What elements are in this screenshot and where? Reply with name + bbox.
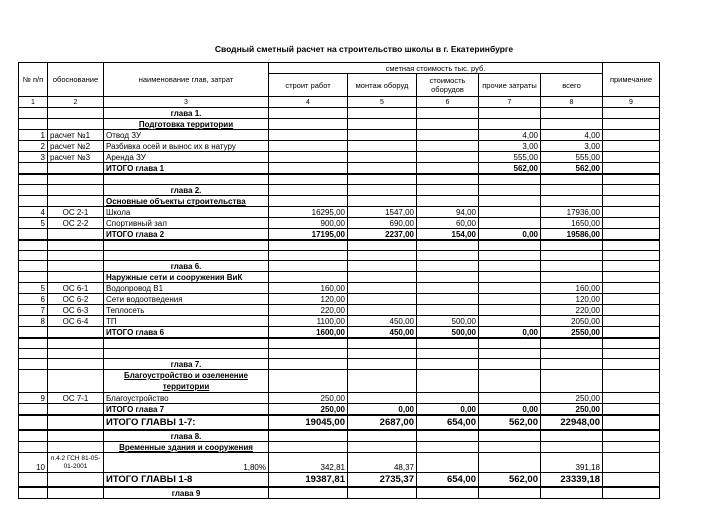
row-num: 7 [19,305,48,316]
row-construction: 220,00 [269,305,348,316]
grand-total-total: 23339,18 [541,473,603,488]
row-name: Аренда ЗУ [104,152,269,163]
row-num: 5 [19,283,48,294]
row-num: 8 [19,316,48,327]
row-construction: 16295,00 [269,207,348,218]
row-equipment: 500,00 [417,316,479,327]
chapter-title: глава 1. [104,108,269,119]
chapter-total-label: ИТОГО глава 7 [104,404,269,416]
row-total: 391,18 [541,453,603,473]
row-num: 2 [19,141,48,152]
chapter-total-row [19,327,660,339]
row-construction: 1100,00 [269,316,348,327]
chapter-total-label: ИТОГО глава 2 [104,229,269,241]
grand-total-row [19,473,660,488]
row-num: 4 [19,207,48,218]
row-name: ТП [104,316,269,327]
total-total: 2550,00 [541,327,603,339]
header-installation: монтаж оборуд [348,74,417,97]
header-total: всего [541,74,603,97]
chapter-title: глава 9 [104,487,269,499]
row-name: Отвод ЗУ [104,130,269,141]
grand-total-other: 562,00 [479,473,541,488]
chapter-total-label: ИТОГО глава 6 [104,327,269,339]
chapter-title-row [19,487,660,499]
colnum: 8 [541,97,603,108]
chapter-subtitle: Подготовка территории [104,119,269,130]
row-construction: 900,00 [269,218,348,229]
colnum: 2 [48,97,104,108]
blank-row [19,240,660,251]
header-row-1 [19,63,660,74]
total-equipment: 154,00 [417,229,479,241]
chapter-title-row [19,430,660,442]
grand-total-row [19,415,660,430]
row-basis: ОС 7-1 [48,393,104,404]
colnum: 6 [417,97,479,108]
estimate-table [18,62,660,499]
row-num: 5 [19,218,48,229]
row-total: 1650,00 [541,218,603,229]
total-installation: 0,00 [348,404,417,416]
row-total: 3,00 [541,141,603,152]
total-construction: 1600,00 [269,327,348,339]
table-row [19,207,660,218]
chapter-title: глава 8. [104,430,269,442]
total-other: 0,00 [479,327,541,339]
row-installation: 690,00 [348,218,417,229]
row-num: 6 [19,294,48,305]
chapter-subtitle: Основные объекты строительства [104,196,269,207]
total-construction: 250,00 [269,404,348,416]
blank-row [19,349,660,359]
row-name: Теплосеть [104,305,269,316]
row-basis: ОС 2-1 [48,207,104,218]
header-other: прочие затраты [479,74,541,97]
row-basis: расчет №2 [48,141,104,152]
chapter-subtitle-row [19,196,660,207]
header-note: примечание [603,63,660,97]
grand-total-equipment: 654,00 [417,415,479,430]
chapter-subtitle-row [19,272,660,283]
row-equipment: 94,00 [417,207,479,218]
chapter-subtitle-text: Благоустройство и озеленение территории [123,371,249,391]
colnum: 9 [603,97,660,108]
column-numbers-row [19,97,660,108]
row-total: 2050,00 [541,316,603,327]
table-row [19,393,660,404]
chapter-subtitle [104,370,269,393]
header-basis: обоснование [48,63,104,97]
total-total: 250,00 [541,404,603,416]
chapter-subtitle: Наружные сети и сооружения ВиК [104,272,269,283]
total-total: 19586,00 [541,229,603,241]
table-row [19,305,660,316]
row-installation: 450,00 [348,316,417,327]
row-basis: ОС 6-3 [48,305,104,316]
colnum: 4 [269,97,348,108]
colnum: 3 [104,97,269,108]
table-row [19,218,660,229]
grand-total-other: 562,00 [479,415,541,430]
table-row [19,453,660,473]
chapter-subtitle-row [19,370,660,393]
row-total: 220,00 [541,305,603,316]
colnum: 5 [348,97,417,108]
row-total: 120,00 [541,294,603,305]
table-row [19,283,660,294]
chapter-subtitle-row [19,442,660,453]
row-construction: 160,00 [269,283,348,294]
header-num: № п/п [19,63,48,97]
row-equipment: 60,00 [417,218,479,229]
row-name: Благоустройство [104,393,269,404]
row-installation: 1547,00 [348,207,417,218]
row-name: Сети водоотведения [104,294,269,305]
row-total: 250,00 [541,393,603,404]
chapter-subtitle-row [19,119,660,130]
row-construction: 120,00 [269,294,348,305]
total-total: 562,00 [541,163,603,175]
grand-total-label: ИТОГО ГЛАВЫ 1-8 [104,473,269,488]
table-row [19,152,660,163]
row-other: 555,00 [479,152,541,163]
row-basis: расчет №3 [48,152,104,163]
colnum: 1 [19,97,48,108]
chapter-title: глава 6. [104,261,269,272]
total-other: 0,00 [479,229,541,241]
chapter-title-row [19,108,660,119]
grand-total-equipment: 654,00 [417,473,479,488]
row-name: Разбивка осей и вынос их в натуру [104,141,269,152]
row-total: 555,00 [541,152,603,163]
row-basis: п.4.2 ГСН 81-05-01-2001 [48,453,104,473]
total-equipment: 500,00 [417,327,479,339]
header-equipment: стоимость оборудов [417,74,479,97]
row-other: 3,00 [479,141,541,152]
row-other: 4,00 [479,130,541,141]
total-equipment: 0,00 [417,404,479,416]
row-num: 10 [19,453,48,473]
table-row [19,316,660,327]
blank-row [19,251,660,261]
row-installation: 48,37 [348,453,417,473]
chapter-total-row [19,404,660,416]
chapter-title: глава 2. [104,185,269,196]
chapter-subtitle: Временные здания и сооружения [104,442,269,453]
grand-total-construction: 19045,00 [269,415,348,430]
header-construction: строит работ [269,74,348,97]
row-name: Водопровод В1 [104,283,269,294]
grand-total-installation: 2735,37 [348,473,417,488]
chapter-title-row [19,185,660,196]
row-total: 17936,00 [541,207,603,218]
document-title: Сводный сметный расчет на строительство школы в г. Екатеринбурге [214,44,514,54]
grand-total-total: 22948,00 [541,415,603,430]
chapter-total-row [19,163,660,175]
total-construction: 17195,00 [269,229,348,241]
row-total: 160,00 [541,283,603,294]
chapter-total-row [19,229,660,241]
row-basis: ОС 6-4 [48,316,104,327]
row-total: 4,00 [541,130,603,141]
chapter-title-row [19,359,660,370]
table-row [19,141,660,152]
row-percent: 1,80% [104,453,269,473]
total-other: 562,00 [479,163,541,175]
chapter-title: глава 7. [104,359,269,370]
row-num: 3 [19,152,48,163]
row-num: 1 [19,130,48,141]
table-row [19,294,660,305]
chapter-title-row [19,261,660,272]
row-basis: ОС 6-1 [48,283,104,294]
row-basis: расчет №1 [48,130,104,141]
grand-total-construction: 19387,81 [269,473,348,488]
row-basis: ОС 6-2 [48,294,104,305]
header-cost-group: сметная стоимость тыс. руб. [269,63,603,74]
grand-total-label: ИТОГО ГЛАВЫ 1-7: [104,415,269,430]
total-installation: 450,00 [348,327,417,339]
row-construction: 250,00 [269,393,348,404]
blank-row [19,174,660,185]
colnum: 7 [479,97,541,108]
row-num: 9 [19,393,48,404]
total-installation: 2237,00 [348,229,417,241]
row-name: Спортивный зал [104,218,269,229]
row-construction: 342,81 [269,453,348,473]
chapter-total-label: ИТОГО глава 1 [104,163,269,175]
total-other: 0,00 [479,404,541,416]
header-name: наименование глав, затрат [104,63,269,97]
row-basis: ОС 2-2 [48,218,104,229]
row-name: Школа [104,207,269,218]
grand-total-installation: 2687,00 [348,415,417,430]
table-row [19,130,660,141]
blank-row [19,338,660,349]
